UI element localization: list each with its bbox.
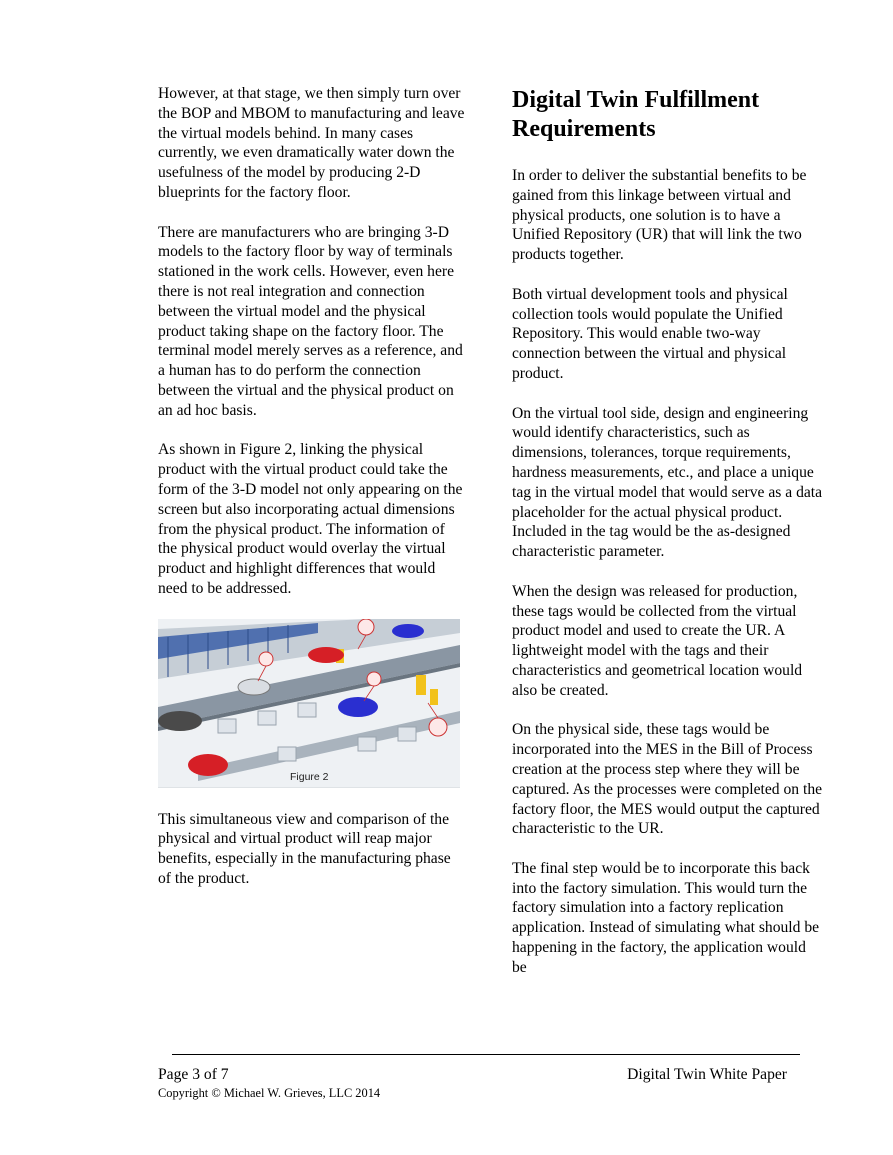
paragraph: The final step would be to incorporate this back into the factory simulation. This would turn the factory simulation into a factory replication application. Instead of simulating what should be happening in the factory, the application would be	[512, 859, 820, 976]
document-title: Digital Twin White Paper	[627, 1066, 787, 1083]
footer-divider	[172, 1054, 800, 1055]
page-number: Page 3 of 7	[158, 1066, 229, 1083]
figure-caption: Figure 2	[290, 770, 329, 783]
paragraph: Both virtual development tools and physical collection tools would populate the Unified Repository. This would enable two-way connection between the virtual and physical product.	[512, 285, 788, 382]
section-heading: Digital Twin Fulfillment Requirements	[512, 87, 760, 142]
paragraph: On the virtual tool side, design and engineering would identify characteristics, such as dimensions, tolerances, torque requirements, hardness measurements, etc., and place a unique tag in the virtual model that would serve as a data placeholder for the actual physical product. Included in the tag would be the as-designed characteristic parameter.	[512, 404, 823, 561]
factory-illustration	[158, 619, 460, 787]
paragraph: When the design was released for production, these tags would be collected from the virtual product model and used to create the UR. A lightweight model with the tags and their characteristics and geometrical location would also be created.	[512, 582, 803, 699]
paragraph: This simultaneous view and comparison of the physical and virtual product will reap major benefits, especially in the manufacturing phase of the product.	[158, 810, 451, 887]
paragraph: However, at that stage, we then simply turn over the BOP and MBOM to manufacturing and leave the virtual models behind. In many cases currently, we even dramatically water down the usefulness of the model by producing 2-D blueprints for the factory floor.	[158, 85, 465, 201]
right-column	[512, 86, 824, 997]
paragraph: There are manufacturers who are bringing 3-D models to the factory floor by way of terminals stationed in the work cells. However, even here there is not real integration and connection between the virtual model and the physical product taking shape on the factory floor. The terminal model merely serves as a reference, and a human has to do perform the connection between the virtual and the physical product on an ad hoc basis.	[158, 223, 463, 419]
paragraph: In order to deliver the substantial benefits to be gained from this linkage between virtual and physical products, one solution is to have a Unified Repository (UR) that will link the two products together.	[512, 167, 807, 264]
copyright-notice: Copyright © Michael W. Grieves, LLC 2014	[158, 1086, 381, 1100]
paragraph: On the physical side, these tags would be incorporated into the MES in the Bill of Process creation at the process step where they will be captured. As the processes were completed on the factory floor, the MES would output the captured characteristic to the UR.	[512, 721, 823, 838]
factory-floor-figure	[158, 619, 460, 788]
left-column	[158, 84, 466, 909]
paragraph: As shown in Figure 2, linking the physical product with the virtual product could take the form of the 3-D model not only appearing on the screen but also incorporating actual dimensions from the physical product. The information of the physical product would overlay the virtual product and highlight differences that would need to be addressed.	[158, 441, 463, 597]
